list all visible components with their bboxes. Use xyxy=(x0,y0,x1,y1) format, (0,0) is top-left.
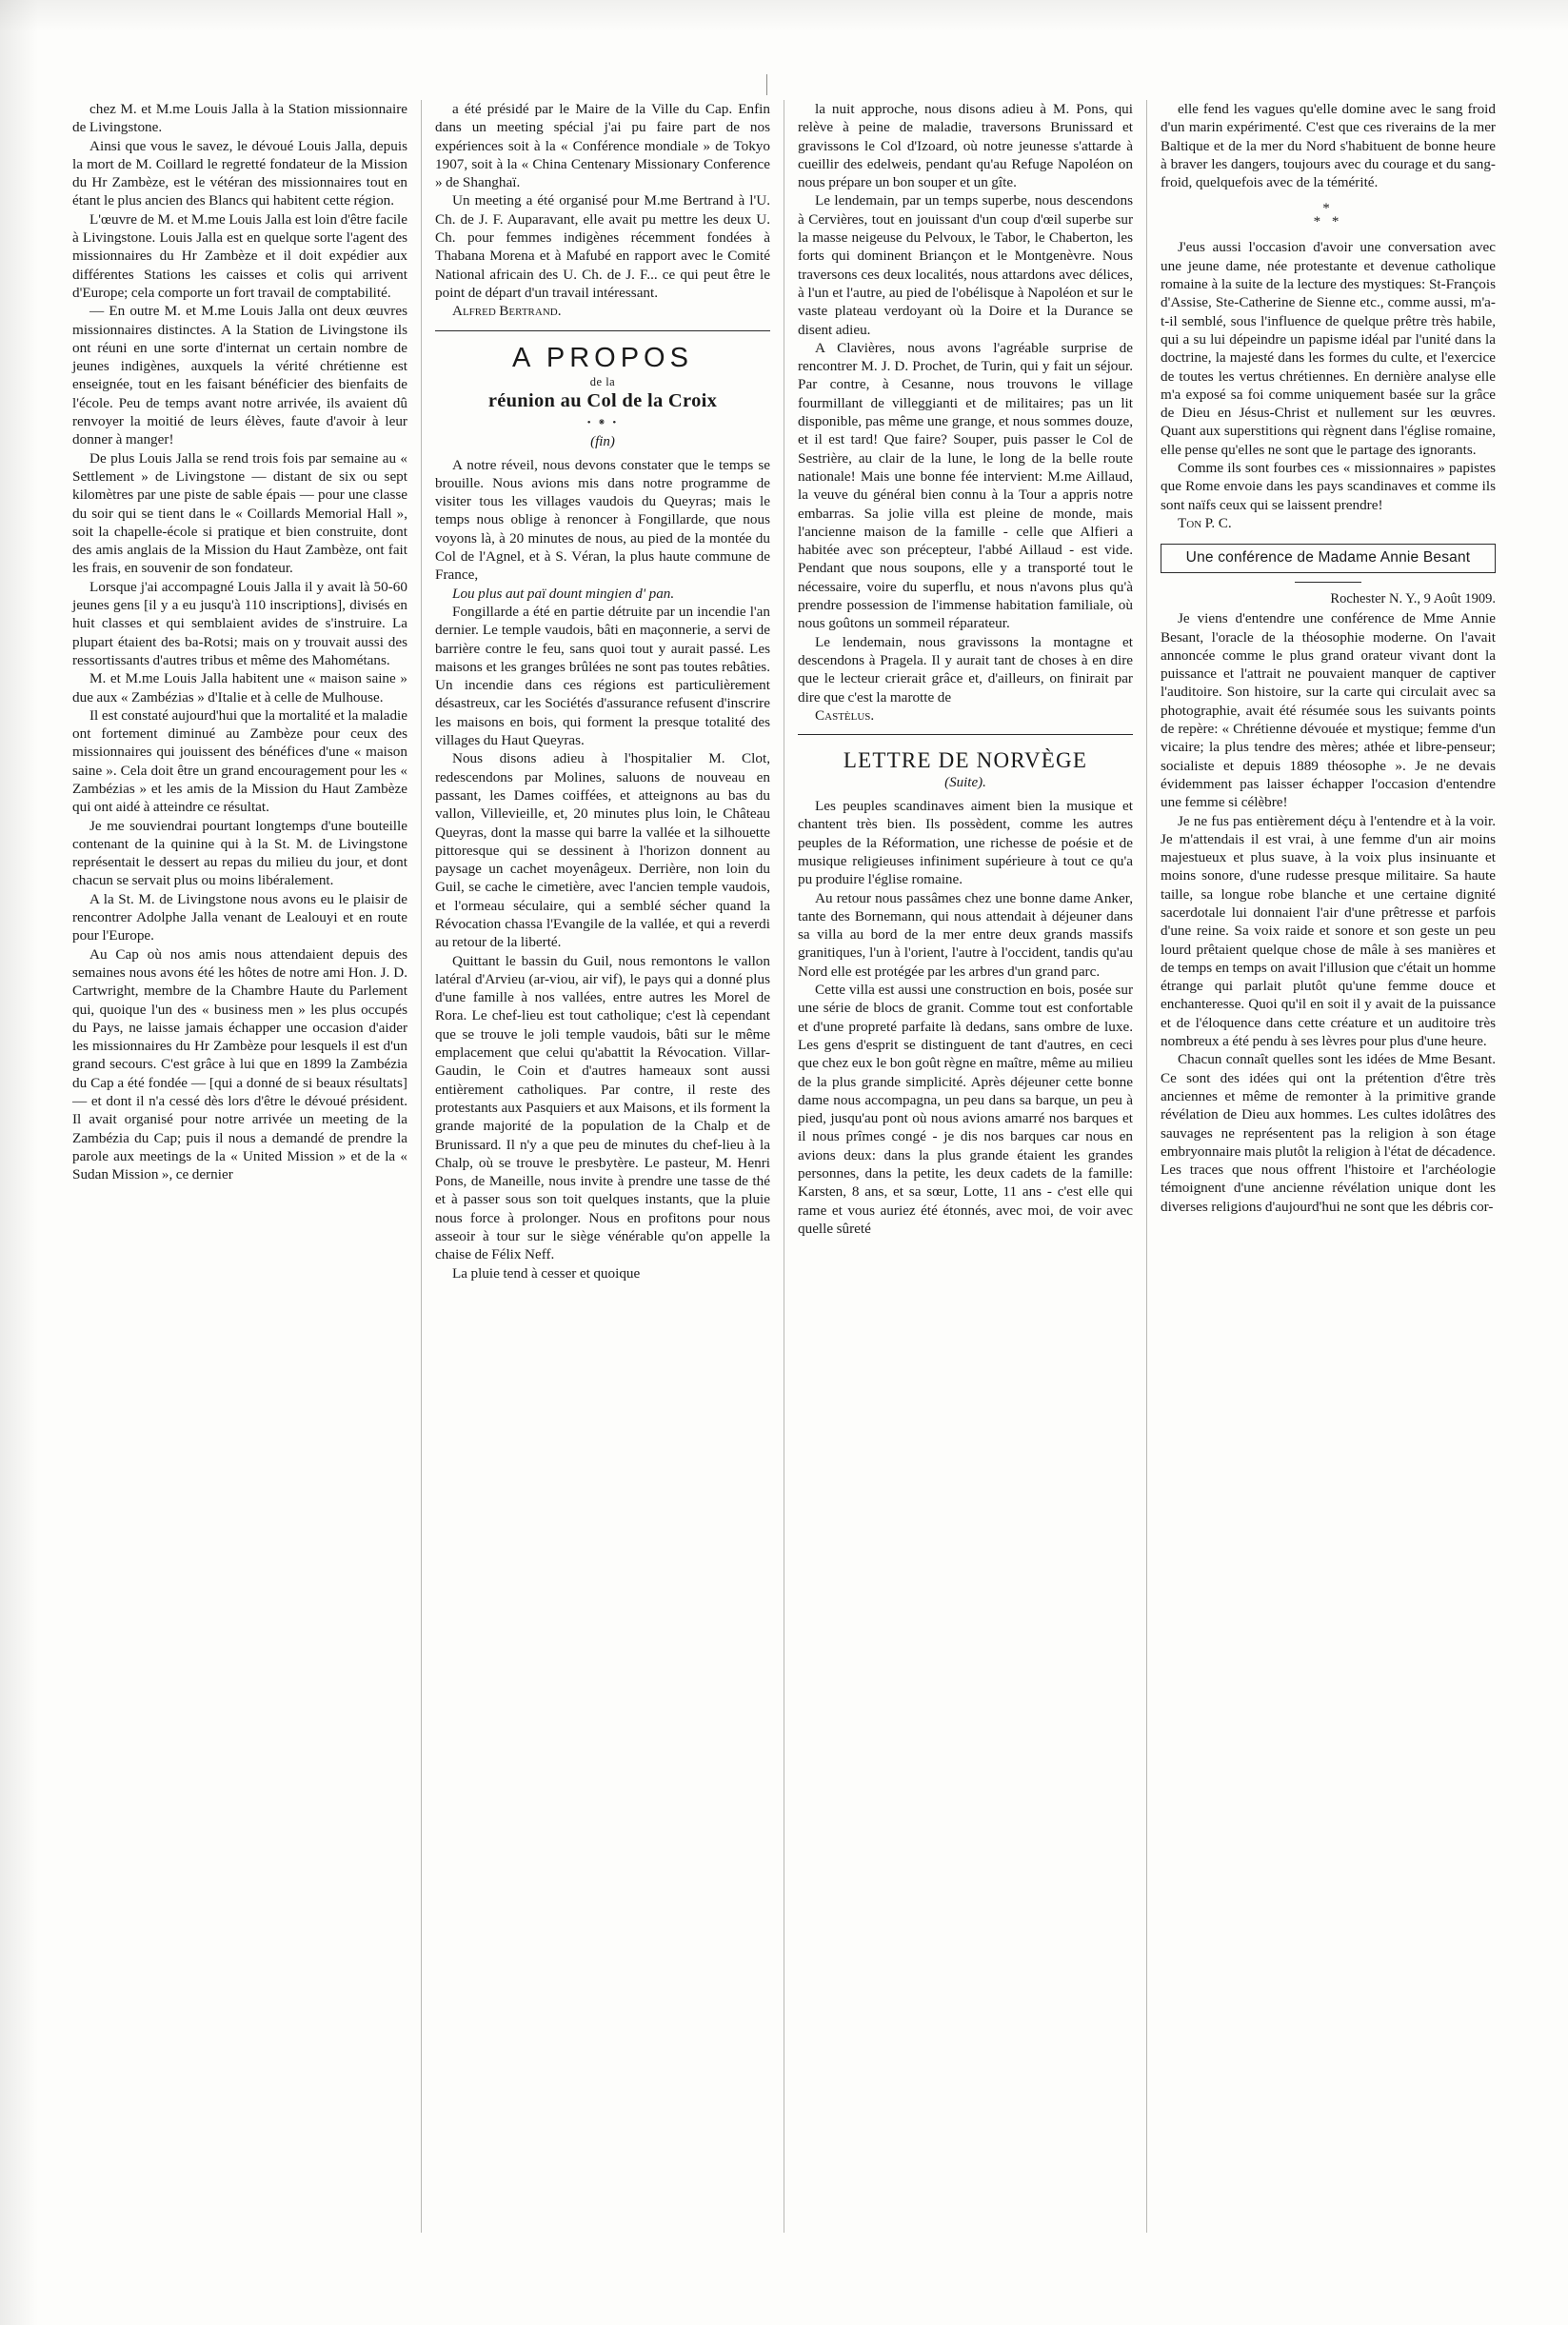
paragraph: A notre réveil, nous devons constater que le temps se brouille. Nous avions mis dans notre programme de visiter tous les villages vaudois du Queyras; mais le temps nous oblige à renoncer à Fongillarde, que nous voyons là, à 20 minutes de nous, au pied de la montée du Col de l'Agnel, et à S. Véran, la plus haute commune de France, xyxy=(435,456,770,584)
paragraph: Cette villa est aussi une construction en bois, posée sur une série de blocs de granit. Comme tout est confortable et d'une propreté parfaite là dedans, sans ombre de luxe. Les gens d'esprit se distinguent de tant d'autres, en ceci que chez eux le bon goût règne en maître, même au milieu de la plus grande simplicité. Après déjeuner cette bonne dame nous accompagna, un peu dans sa barque, un peu à pied, jusqu'au pont où nous avions amarré nos barques et il nous prîmes congé - je dis nos barques car nous en avions deux: dans la plus grande étaient les grandes personnes, dans la petite, les deux cadets de la famille: Karsten, 8 ans, et sa sœur, Lotte, 11 ans - c'est elle qui rame et vous auriez été étonnés, avec moi, de voir avec quelle sûreté xyxy=(798,982,1133,1237)
column-2 xyxy=(421,100,784,2233)
paragraph: Nous disons adieu à l'hospitalier M. Clot, redescendons par Molines, saluons de nouveau en passant, les Dames coiffées, et atteignons au bas du vallon, Villevieille, et, 20 minutes plus loin, le Château Queyras, dont la masse qui barre la vallée et la silhouette pittoresque qui se dessinent à l'horizon donnent au paysage un cachet moyenâgeux. Derrière, non loin du Guil, se cache le cimetière, avec l'ancien temple vaudois, et l'ormeau séculaire, qui a semblé sécher quand la Révocation chassa l'Evangile de la vallée, et qui a reverdi au retour de la liberté. xyxy=(435,750,770,951)
headline-de: de la xyxy=(589,374,616,388)
column-4 xyxy=(1146,100,1509,2233)
paragraph: la nuit approche, nous disons adieu à M. Pons, qui relève à peine de maladie, traversons Brunissard et gravissons le Col d'Izoard, où notre jeunesse s'attarde à cueillir des edelweis, pendant qu'au Refuge Napoléon on nous prépare un bon souper et un gîte. xyxy=(798,101,1133,191)
page-edge-shadow-left xyxy=(0,0,38,2325)
paragraph: a été présidé par le Maire de la Ville du Cap. Enfin dans un meeting spécial j'ai pu faire part de nos expériences soit à la « Conférence mondiale » de Tokyo 1907, soit à la « China Centenary Missionary Conference » de Shanghaï. xyxy=(435,101,770,191)
paragraph: Je viens d'entendre une conférence de Mme Annie Besant, l'oracle de la théosophie moderne. On l'avait annoncée comme le plus grand orateur vivant dont la puissance et l'attrait ne pouvaient manquer de captiver l'auditoire. Son histoire, sur la carte qui circulait avec sa photographie, avait été résumée sous les suivants points de repère: « Chrétienne dévouée et mystique; femme d'un vicaire; la plus tendre des mères; athée et libre-penseur; socialiste et depuis 1889 théosophe ». Je ne devais évidemment pas laisser échapper l'occasion d'entendre une femme si célèbre! xyxy=(1161,610,1496,811)
paragraph: Je me souviendrai pourtant longtemps d'une bouteille contenant de la quinine qui à la St. M. de Livingstone représentait le dessert au repas du milieu du jour, et dont chacun se servait plus ou moins libéralement. xyxy=(72,817,407,889)
paragraph: Au Cap où nos amis nous attendaient depuis des semaines nous avons été les hôtes de notre ami Hon. J. D. Cartwright, membre de la Chambre Haute du Parlement qui, quoique l'un des « business men » les plus occupés du Pays, ne laisse jamais échapper une occasion d'aider les missionnaires du Hr Zambèze pour lesquels il est d'un grand secours. C'est grâce à lui que en 1899 la Zambézia du Cap a été fondée — [qui a donné de si beaux résultats] — et dont il n'a cessé dès lors d'être le dévoué président. Il avait organisé pour notre arrivée un meeting de la Zambézia du Cap; puis il nous a demandé de prendre la parole aux meetings de la « United Mission » et de la « Sudan Mission », ce dernier xyxy=(72,945,407,1183)
article-part-label: (Suite). xyxy=(944,775,986,791)
paragraph: Les peuples scandinaves aiment bien la musique et chantent très bien. Ils possèdent, comme les autres peuples de la Réformation, une richesse de poésie et de musique religieuses infiniment supérieure à tout ce qu'a pu produire l'église romaine. xyxy=(798,798,1133,888)
short-divider xyxy=(1295,582,1361,583)
paragraph: A la St. M. de Livingstone nous avons eu le plaisir de rencontrer Adolphe Jalla venant de Lealouyi et en route pour l'Europe. xyxy=(72,890,407,944)
paragraph: La pluie tend à cesser et quoique xyxy=(452,1264,641,1282)
paragraph: L'œuvre de M. et M.me Louis Jalla est loin d'être facile à Livingstone. Louis Jalla est en quelque sorte l'agent des missionnaires du Hr Zambèze et il doit expédier aux différentes Stations les caisses et colis qui arrivent d'Europe; cela comporte un fort travail de comptabilité. xyxy=(72,210,407,301)
paragraph: Au retour nous passâmes chez une bonne dame Anker, tante des Bornemann, qui nous attendait à déjeuner dans sa villa au bord de la mer entre deux grands massifs granitiques, l'un à l'orient, l'autre à l'occident, tandis qu'au Nord elle est protégée par les arbres d'un grand parc. xyxy=(798,889,1133,980)
page-edge-shadow-top xyxy=(0,0,1568,32)
paragraph: Quittant le bassin du Guil, nous remontons le vallon latéral d'Arvieu (ar-viou, air vif), le pays qui a donné plus d'une famille à nos vallées, entre autres les Morel de Rora. Le chef-lieu est tout catholique; c'est là cependant que se trouve le joli temple vaudois, bâti sur le même emplacement que celui qu'abattit la Révocation. Villar-Gaudin, le Coin et d'autres hameaux sont aussi entièrement catholiques. Par contre, il reste des protestants aux Pasquiers et aux Maisons, et ils forment la grande majorité de la population de la Chalp et de Brunissard. Il n'y a que peu de minutes du chef-lieu à la Chalp, où se trouve le presbytère. Le pasteur, M. Henri Pons, de Maneille, nous invite à prendre une tasse de thé et à passer sous son toit quelques instants, que la pluie nous force à prolonger. Nous en profitons pour nous asseoir à tour sur le siège vénérable qu'on appelle la chaise de Félix Neff. xyxy=(435,952,770,1263)
ornament-divider: • ⁕ • xyxy=(586,416,619,428)
paragraph: Lorsque j'ai accompagné Louis Jalla il y avait là 50-60 jeunes gens [il y a eu jusqu'à 110 inscriptions], divisés en huit classes et qui semblaient avides de s'instruire. La plupart étaient des ba-Rotsi; mais on y trouvait aussi des ressortissants d'autres tribus et même des Mahométans. xyxy=(72,578,407,668)
paragraph: Il est constaté aujourd'hui que la mortalité et la maladie ont fortement diminué au Zambèze pour ceux des missionnaires qui jouissent des bénéfices d'une « maison saine ». Cela doit être un grand encouragement pour les « Zambézias » et les amis de la Mission du Haut Zambèze qui ont aidé à atteindre ce résultat. xyxy=(72,706,407,816)
paragraph: Fongillarde a été en partie détruite par un incendie l'an dernier. Le temple vaudois, bâti en maçonnerie, a servi de barrière contre le feu, sans quoi tout y aurait passé. Les maisons et les granges brûlées ne sont pas toutes rebâties. Un incendie dans ces régions est particulièrement désastreux, car les Sociétés d'assurance refusent d'inscrire les maisons en bois, qui forment la presque totalité des villages du Haut Queyras. xyxy=(435,603,770,749)
dateline: Rochester N. Y., 9 Août 1909. xyxy=(1330,591,1496,607)
article-signature: Ton P. C. xyxy=(1178,514,1232,531)
article-signature: Castèlus. xyxy=(815,706,875,724)
paragraph: M. et M.me Louis Jalla habitent une « maison saine » due aux « Zambézias » d'Italie et à celle de Mulhouse. xyxy=(72,670,407,705)
boxed-article-title: Une conférence de Madame Annie Besant xyxy=(1161,544,1496,573)
paragraph: Le lendemain, par un temps superbe, nous descendons à Cervières, tout en jouissant d'un coup d'œil superbe sur la masse neigeuse du Pelvoux, le Tabor, le Chaberton, les forts qui dominent Briançon et le Montgenèvre. Nous traversons ces deux localités, nous attardons avec délices, à l'un et l'autre, au pied de l'obélisque à Napoléon et sur le vaste plateau verdoyant où la Doire et la Durance se disent adieu. xyxy=(798,192,1133,338)
star-divider xyxy=(1161,203,1496,229)
star-bottom: * * xyxy=(1313,213,1343,229)
headline-title: A PROPOS xyxy=(512,342,693,373)
article-signature: Alfred Bertrand. xyxy=(452,303,562,320)
section-divider xyxy=(798,734,1133,735)
section-divider xyxy=(435,330,770,331)
article-part-label: (fin) xyxy=(590,433,615,449)
article-headline xyxy=(435,343,770,412)
paragraph: elle fend les vagues qu'elle domine avec le sang froid d'un marin expérimenté. C'est que ces riverains de la mer Baltique et de la mer du Nord s'habituent de bonne heure à braver les dangers, toujours avec du courage et du sang-froid, quelquefois avec de la témérité. xyxy=(1161,101,1496,191)
column-container xyxy=(59,100,1506,2233)
paragraph: Un meeting a été organisé pour M.me Bertrand à l'U. Ch. de J. F. Auparavant, elle avait pu mettre les deux U. Ch. pour femmes indigènes récemment fondées à Thabana Morena et à Mafubé en rapport avec le Comité National africain des U. Ch. de J. F... ce qui peut être le point de départ d'un travail intéressant. xyxy=(435,192,770,301)
page-top-mark xyxy=(766,74,767,95)
headline-subtitle: réunion au Col de la Croix xyxy=(487,389,718,411)
paragraph: Le lendemain, nous gravissons la montagne et descendons à Pragela. Il y aurait tant de choses à en dire que le lecteur crierait grâce et, d'ailleurs, on finirait par dire que c'est la marotte de xyxy=(798,633,1133,705)
paragraph: Je ne fus pas entièrement déçu à l'entendre et à la voir. Je m'attendais il est vrai, à une femme d'un air moins majestueux et plus suave, à la voix plus insinuante et moins sonore, d'une rudesse presque militaire. Sa haute taille, sa longue robe blanche et une certaine dignité sacerdotale lui donnaient l'air d'une prêtresse et parfois d'une reine. Sa voix raide et sonore et son geste un peu lourd prêtaient quelque chose de mâle à ses manières et de temps en temps on avait l'illusion que c'était un homme étrange qui parlait plutôt qu'une femme douce et enchanteresse. Quoi qu'il en soit il y avait de la puissance et de l'éloquence dans cette créature et un auditoire très nombreux a été pendu à ses lèvres pour plus d'une heure. xyxy=(1161,812,1496,1050)
paragraph: Comme ils sont fourbes ces « missionnaires » papistes que Rome envoie dans les pays scandinaves et comme ils sont naïfs ceux qui se laissent prendre! xyxy=(1161,460,1496,513)
paragraph: — En outre M. et M.me Louis Jalla ont deux œuvres missionnaires distinctes. A la Station de Livingstone ils ont réuni en une sorte d'internat un certain nombre de jeunes indigènes, auxquels la vérité chrétienne est enseignée, tout en les faisant bénéficier des bienfaits de l'école. Peu de temps avant notre arrivée, ils avaient dû renvoyer la moitié de leurs élèves, faute d'avoir à leur donner à manger! xyxy=(72,303,407,448)
paragraph: A Clavières, nous avons l'agréable surprise de rencontrer M. J. D. Prochet, de Turin, qui y fait un séjour. Par contre, à Cesanne, nous trouvons le village fourmillant de villeggianti et de militaires; pas un lit disponible, pas même une grange, et nous sommes douze, et il est tard! Que faire? Souper, puis passer le Col de Sestrière, au clair de la lune, le long de la belle route nationale! Mais une bonne fée intervient: M.me Aillaud, la veuve du général bien connu à la Tour a appris notre embarras. Sa jolie villa est pleine de monde, mais l'ancienne maison de la famille - celle que Alfieri a habitée avec son précepteur, l'abbé Aillaud - est vide. Pendant que nous soupons, elle y a transporté tout le nécessaire, voire du superflu, et nous n'avons plus qu'à prendre possession de l'immense habitation familiale, où nous goûtons un sommeil réparateur. xyxy=(798,339,1133,632)
paragraph: Ainsi que vous le savez, le dévoué Louis Jalla, depuis la mort de M. Coillard le regretté fondateur de la Mission du Hr Zambèze, est le vétéran des missionnaires tout en étant le plus ancien des Blancs qui habitent cette région. xyxy=(72,137,407,209)
article-headline-2: LETTRE DE NORVÈGE xyxy=(843,748,1088,773)
paragraph: De plus Louis Jalla se rend trois fois par semaine au « Settlement » de Livingstone — distant de six ou sept kilomètres par une piste de sable épais — pour une classe du soir qui se tient dans le « Coillards Memorial Hall », soit la chapelle-école si pratique et bien construite, dont des amis anglais de la Mission du Haut Zambèze, ont fait les frais, en souvenir de son fondateur. xyxy=(72,449,407,577)
column-3 xyxy=(784,100,1146,2233)
paragraph: Chacun connaît quelles sont les idées de Mme Besant. Ce sont des idées qui ont la prétention d'être très anciennes et même de remonter à la primitive grande révélation de Dieu aux hommes. Les cultes idolâtres des sauvages ne représentent pas la religion à son étage embryonnaire mais plutôt la religion à l'état de décadence. Les traces que nous offrent l'histoire et l'archéologie témoignent d'une ancienne révélation unique dont les diverses religions d'aujourd'hui ne sont que les débris cor- xyxy=(1161,1051,1496,1215)
paragraph: chez M. et M.me Louis Jalla à la Station missionnaire de Livingstone. xyxy=(72,101,407,136)
column-1 xyxy=(59,100,421,2233)
paragraph: J'eus aussi l'occasion d'avoir une conversation avec une jeune dame, née protestante et devenue catholique romaine à la suite de la lecture des mystiques: St-François d'Assise, Ste-Catherine de Sienne etc., comme aussi, m'a-t-il semblé, sous l'influence de quelque prêtre très habile, qui a su lui dépeindre un papisme idéal par l'unité dans la doctrine, la majesté dans les formes du culte, et l'exercice de toutes les vertus chrétiennes. En dernière analyse elle m'a exposé sa foi comme uniquement basée sur la grâce de Dieu en Jésus-Christ et nullement sur les œuvres. Quant aux superstitions qui règnent dans l'église romaine, elle pense qu'elles ne sont que le partage des ignorants. xyxy=(1161,239,1496,458)
poem-line: Lou plus aut paï dount mingien d' pan. xyxy=(452,585,675,602)
star-top: * xyxy=(1322,201,1334,217)
